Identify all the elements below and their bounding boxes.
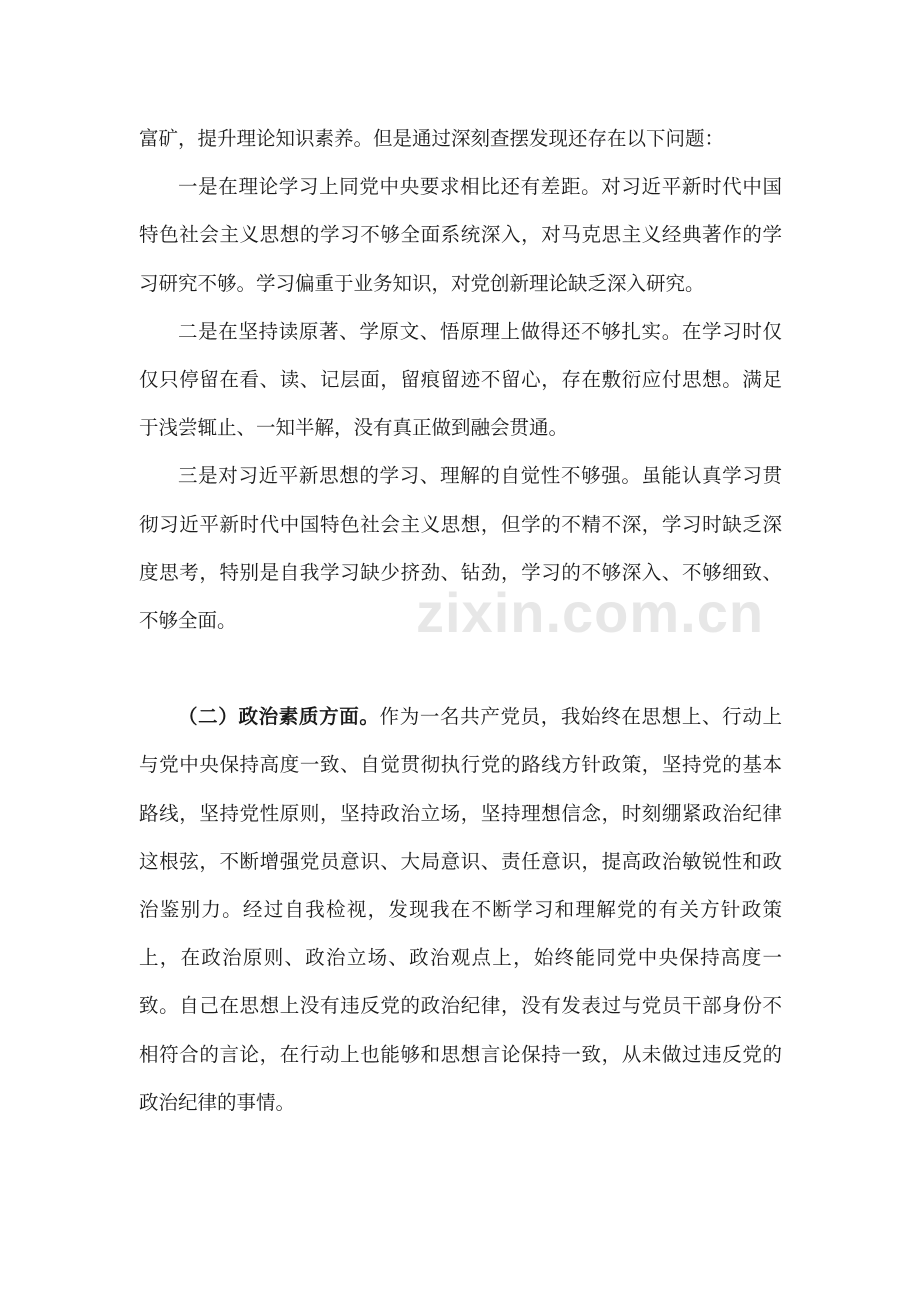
paragraph-point-one: 一是在理论学习上同党中央要求相比还有差距。对习近平新时代中国特色社会主义思想的学习不够全面系统深入，对马克思主义经典著作的学习研究不够。学习偏重于业务知识，对党创新理论缺乏深入研究。 — [139, 175, 782, 295]
paragraph-point-three: 三是对习近平新思想的学习、理解的自觉性不够强。虽能认真学习贯彻习近平新时代中国特色社会主义思想，但学的不精不深，学习时缺乏深度思考，特别是自我学习缺少挤劲、钻劲，学习的不够深入、不够细致、不够全面。 — [139, 464, 782, 633]
paragraph-continuation: 富矿，提升理论知识素养。但是通过深刻查摆发现还存在以下问题： — [139, 127, 725, 150]
paragraph-political-quality — [139, 693, 782, 1127]
paragraph-spacer — [139, 645, 782, 693]
paragraph-point-two: 二是在坚持读原著、学原文、悟原理上做得还不够扎实。在学习时仅仅只停留在看、读、记层面，留痕留迹不留心，存在敷衍应付思想。满足于浅尝辄止、一知半解，没有真正做到融会贯通。 — [139, 319, 782, 440]
document-body — [139, 115, 782, 1127]
section-body-text: 作为一名共产党员，我始终在思想上、行动上与党中央保持高度一致、自觉贯彻执行党的路线方针政策，坚持党的基本路线，坚持党性原则，坚持政治立场，坚持理想信念，时刻绷紧政治纪律这根弦，不断增强党员意识、大局意识、责任意识，提高政治敏锐性和政治鉴别力。经过自我检视，发现我在不断学习和理解党的有关方针政策上，在政治原则、政治立场、政治观点上，始终能同党中央保持高度一致。自己在思想上没有违反党的政治纪律，没有发表过与党员干部身份不相符合的言论，在行动上也能够和思想言论保持一致，从未做过违反党的政治纪律的事情。 — [139, 705, 782, 1114]
section-heading: （二）政治素质方面。 — [178, 705, 380, 729]
watermark: zixin.com.cn — [416, 581, 765, 644]
